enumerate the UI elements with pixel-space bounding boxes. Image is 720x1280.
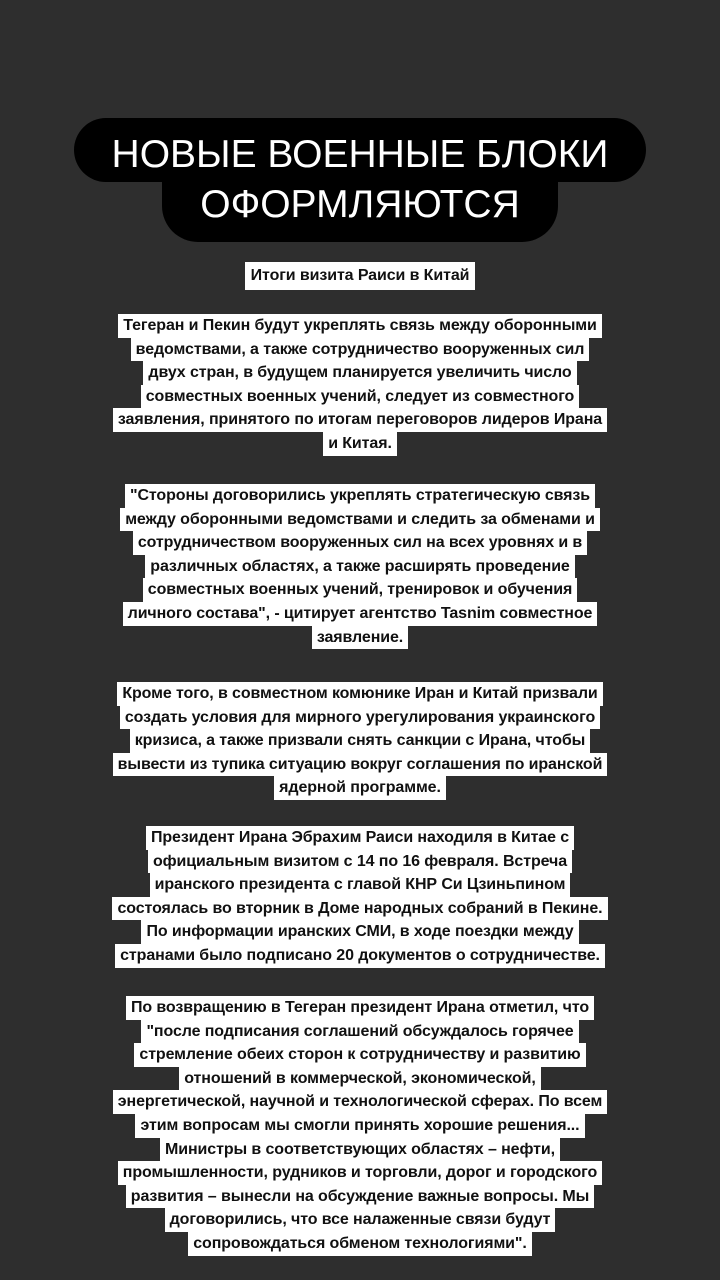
paragraph-line: Министры в соответствующих областях – нефти, <box>160 1138 560 1162</box>
paragraph-line-row <box>0 1232 720 1256</box>
paragraph-line: сопровождаться обменом технологиями". <box>188 1232 532 1256</box>
paragraph-3 <box>0 682 720 800</box>
paragraph-line-row <box>0 729 720 753</box>
paragraph-line: По возвращению в Тегеран президент Ирана отметил, что <box>126 996 594 1020</box>
paragraph-line: отношений в коммерческой, экономической, <box>179 1067 540 1091</box>
paragraph-line-row <box>0 626 720 650</box>
paragraph-line: и Китая. <box>323 432 397 456</box>
paragraph-line-row <box>0 432 720 456</box>
paragraph-line-row <box>0 996 720 1020</box>
paragraph-line: совместных военных учений, следует из совместного <box>141 385 579 409</box>
paragraph-5 <box>0 996 720 1256</box>
paragraph-line: стремление обеих сторон к сотрудничеству и развитию <box>134 1043 585 1067</box>
paragraph-1 <box>0 314 720 456</box>
paragraph-line-row <box>0 1185 720 1209</box>
paragraph-line-row <box>0 578 720 602</box>
paragraph-line: Тегеран и Пекин будут укреплять связь между оборонными <box>118 314 602 338</box>
paragraph-line: ядерной программе. <box>274 776 446 800</box>
paragraph-line: этим вопросам мы смогли принять хорошие решения... <box>135 1114 584 1138</box>
paragraph-line: промышленности, рудников и торговли, дорог и городского <box>118 1161 602 1185</box>
paragraph-line: странами было подписано 20 документов о сотрудничестве. <box>115 944 605 968</box>
paragraph-line-row <box>0 508 720 532</box>
paragraph-line-row <box>0 873 720 897</box>
paragraph-line-row <box>0 1138 720 1162</box>
paragraph-line-row <box>0 920 720 944</box>
paragraph-line-row <box>0 338 720 362</box>
paragraph-line: По информации иранских СМИ, в ходе поездки между <box>141 920 578 944</box>
paragraph-line-row <box>0 361 720 385</box>
paragraph-line: заявления, принятого по итогам переговоров лидеров Ирана <box>113 408 607 432</box>
paragraph-line-row <box>0 706 720 730</box>
paragraph-line-row <box>0 1090 720 1114</box>
paragraph-line: совместных военных учений, тренировок и обучения <box>143 578 577 602</box>
paragraph-line-row <box>0 602 720 626</box>
paragraph-4 <box>0 826 720 968</box>
paragraph-line: договорились, что все налаженные связи будут <box>165 1208 556 1232</box>
paragraph-line: энергетической, научной и технологической сферах. По всем <box>113 1090 607 1114</box>
paragraph-line: между оборонными ведомствами и следить за обменами и <box>120 508 600 532</box>
paragraph-line-row <box>0 682 720 706</box>
paragraph-line: двух стран, в будущем планируется увеличить число <box>143 361 576 385</box>
paragraph-line: заявление. <box>312 626 408 650</box>
headline-line-2: ОФОРМЛЯЮТСЯ <box>162 180 558 242</box>
paragraph-line: Кроме того, в совместном комюнике Иран и Китай призвали <box>117 682 602 706</box>
paragraph-line: состоялась во вторник в Доме народных собраний в Пекине. <box>112 897 607 921</box>
paragraph-line-row <box>0 776 720 800</box>
paragraph-line-row <box>0 850 720 874</box>
paragraph-line-row <box>0 484 720 508</box>
paragraph-line: вывести из тупика ситуацию вокруг соглашения по иранской <box>113 753 608 777</box>
paragraph-line-row <box>0 1208 720 1232</box>
paragraph-line-row <box>0 1043 720 1067</box>
paragraph-line: сотрудничеством вооруженных сил на всех уровнях и в <box>133 531 587 555</box>
paragraph-line: личного состава", - цитирует агентство Tasnim совместное <box>123 602 598 626</box>
paragraph-line: Президент Ирана Эбрахим Раиси находиля в Китае с <box>146 826 574 850</box>
paragraph-line-row <box>0 314 720 338</box>
subtitle <box>0 262 720 290</box>
paragraph-line: ведомствами, а также сотрудничество вооруженных сил <box>131 338 590 362</box>
paragraph-line: иранского президента с главой КНР Си Цзиньпином <box>150 873 571 897</box>
paragraph-line-row <box>0 1067 720 1091</box>
paragraph-line-row <box>0 897 720 921</box>
paragraph-line-row <box>0 826 720 850</box>
paragraph-line-row <box>0 1114 720 1138</box>
paragraph-line-row <box>0 944 720 968</box>
paragraph-line-row <box>0 555 720 579</box>
headline <box>0 118 720 242</box>
paragraph-line-row <box>0 531 720 555</box>
paragraph-line-row <box>0 408 720 432</box>
paragraph-line: официальным визитом с 14 по 16 февраля. Встреча <box>148 850 572 874</box>
paragraph-line: кризиса, а также призвали снять санкции с Ирана, чтобы <box>130 729 590 753</box>
paragraph-line-row <box>0 1020 720 1044</box>
paragraph-line: "Стороны договорились укреплять стратегическую связь <box>125 484 595 508</box>
subtitle-text: Итоги визита Раиси в Китай <box>245 262 476 290</box>
paragraph-line: различных областях, а также расширять проведение <box>145 555 574 579</box>
paragraph-line-row <box>0 1161 720 1185</box>
headline-line-1: НОВЫЕ ВОЕННЫЕ БЛОКИ <box>74 118 647 182</box>
paragraph-2 <box>0 484 720 649</box>
paragraph-line-row <box>0 753 720 777</box>
paragraph-line: создать условия для мирного урегулирования украинского <box>120 706 600 730</box>
paragraph-line: "после подписания соглашений обсуждалось горячее <box>141 1020 578 1044</box>
paragraph-line-row <box>0 385 720 409</box>
paragraph-line: развития – вынесли на обсуждение важные вопросы. Мы <box>126 1185 594 1209</box>
